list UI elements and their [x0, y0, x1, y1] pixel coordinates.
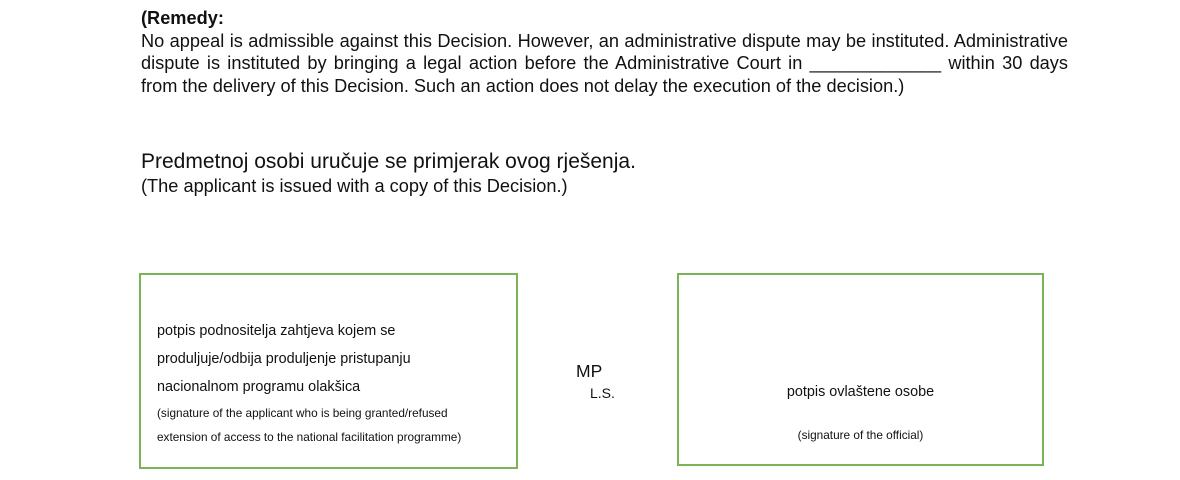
- remedy-section: [141, 7, 1068, 97]
- official-signature-box[interactable]: [677, 273, 1044, 466]
- official-caption-english: (signature of the official): [797, 428, 924, 442]
- applicant-caption-english-line: extension of access to the national facilitation programme): [157, 430, 462, 444]
- applicant-caption-line: produljuje/odbija produljenje pristupanju: [157, 351, 411, 367]
- delivery-english: (The applicant is issued with a copy of this Decision.): [141, 176, 568, 196]
- stamp-ls-label: L.S.: [590, 385, 615, 401]
- applicant-signature-box[interactable]: [139, 273, 518, 469]
- delivery-statement: [141, 149, 1041, 197]
- remedy-heading: (Remedy:: [141, 8, 224, 28]
- delivery-croatian: Predmetnoj osobi uručuje se primjerak ovog rješenja.: [141, 150, 636, 173]
- official-caption: potpis ovlaštene osobe: [786, 384, 935, 400]
- applicant-caption-english-line: (signature of the applicant who is being granted/refused: [157, 406, 448, 420]
- stamp-mp-label: MP: [576, 361, 603, 381]
- applicant-signature-caption: [157, 317, 507, 449]
- remedy-text: No appeal is admissible against this Decision. However, an administrative dispute may be instituted. Administrative dispute is instituted by bringing a legal action before the Administrative Court in _____________ within 30 days from the delivery of this Decision. Such an action does not delay the execution of the decision.): [141, 30, 1068, 96]
- applicant-caption-line: nacionalnom programu olakšica: [157, 379, 361, 395]
- applicant-caption-line: potpis podnositelja zahtjeva kojem se: [157, 323, 396, 339]
